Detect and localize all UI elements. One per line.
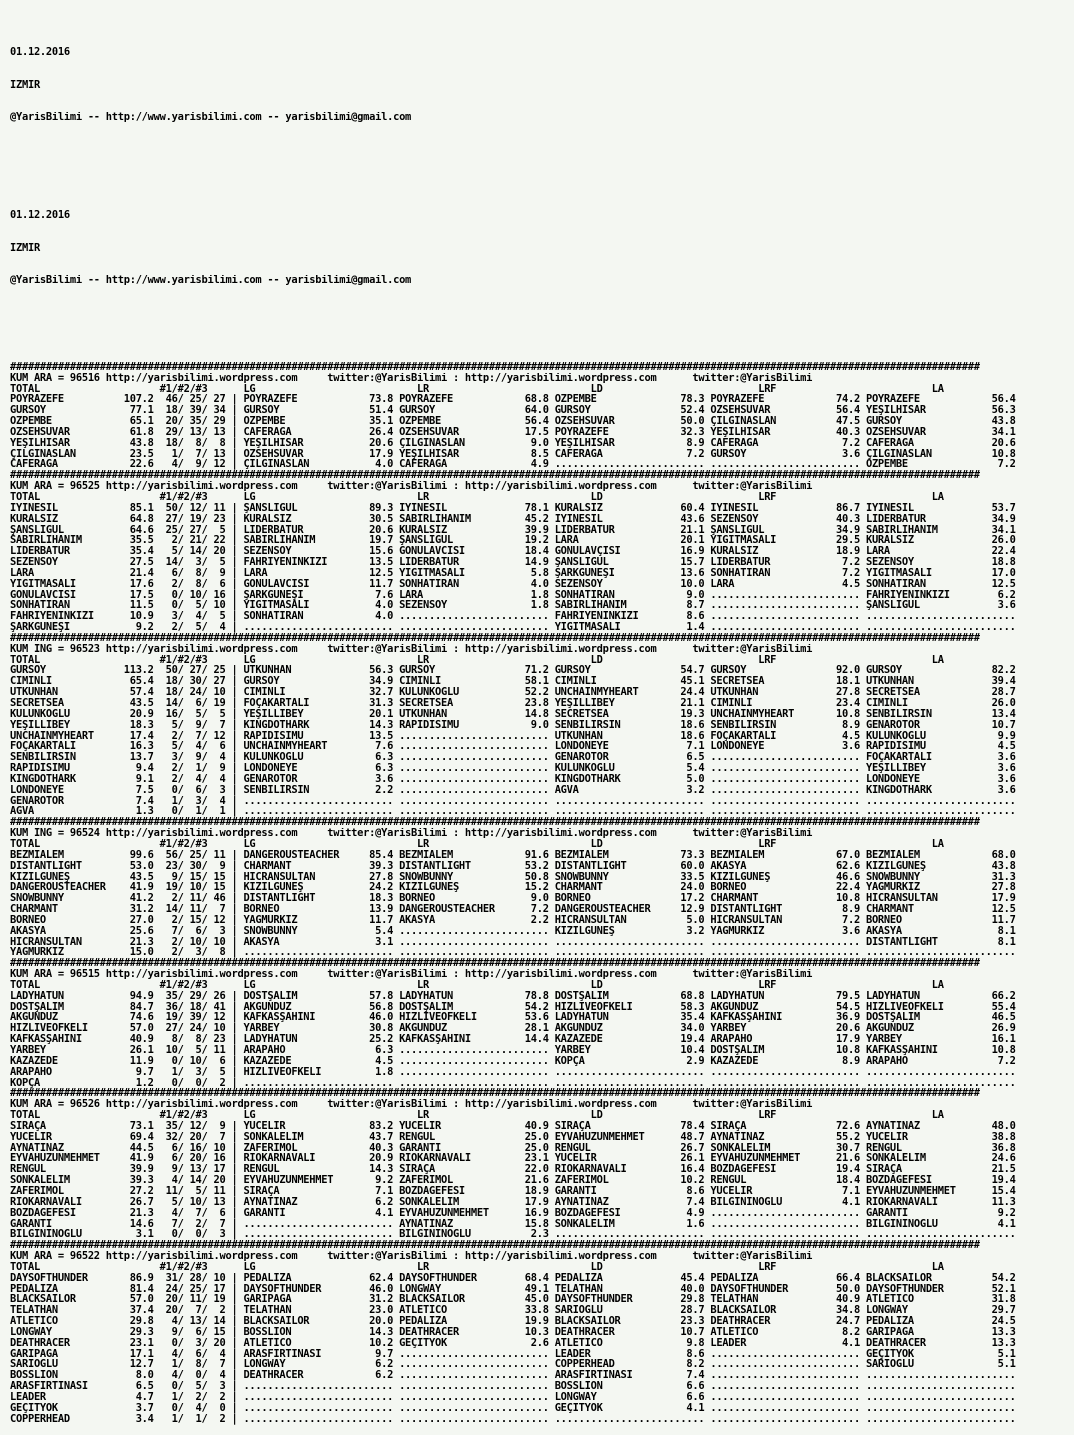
horse-row: LEADER 4.7 1/ 2/ 2 | ......................... ......................... LONGWAY 6.6 ......................... ......................... xyxy=(10,1392,1016,1403)
report-contact: @YarisBilimi -- http://www.yarisbilimi.com -- yarisbilimi@gmail.com xyxy=(10,112,412,124)
horse-row: ŞANSLIGÜL 64.6 25/ 27/ 5 | LİDERBATUR 20.6 KURALSIZ 39.9 LİDERBATUR 21.1 ŞANSLIGÜL 34.9 SABIRLIHANIM 34.1 xyxy=(10,524,1016,536)
horse-row: BILGININOĞLU 3.1 0/ 0/ 3 | ......................... BILGININOĞLU 2.3 ......................... ......................... ......................... xyxy=(10,1229,1016,1241)
horse-row: BOZDAĞEFESİ 21.3 4/ 7/ 6 | GARANTİ 4.1 EYVAHUZUNMEHMET 16.9 BOZDAĞEFESİ 4.9 ......................... GARANTİ 9.2 xyxy=(10,1207,1016,1219)
horse-row: GARİPAĞA 17.1 4/ 6/ 4 | ARASFIRTINASI 9.7 ......................... LEADER 8.6 ......................... GEÇİTYOK 5.1 xyxy=(10,1348,1016,1360)
horse-row: LONGWAY 29.3 9/ 6/ 15 | BOSSLION 14.3 DEATHRACER 10.3 DEATHRACER 10.7 ATLETICO 8.2 GARİPAĞA 13.3 xyxy=(10,1326,1016,1338)
race-title-line: KUM ARA = 96526 http://yarisbilimi.wordpress.com twitter:@YarisBilimi : http://yarisbilimi.wordpress.com twitter:@YarisBilimi xyxy=(10,1099,813,1111)
horse-row: DOSTŞALİM 84.7 36/ 18/ 41 | AKGUNDUZ 56.8 DOSTŞALİM 54.2 HIZLIVEÖFKELİ 58.3 AKGUNDUZ 54.5 HIZLIVEÖFKELİ 55.4 xyxy=(10,1001,1016,1013)
race-title-line: KUM ING = 96524 http://yarisbilimi.wordpress.com twitter:@YarisBilimi : http://yarisbilimi.wordpress.com twitter:@YarisBilimi xyxy=(10,828,813,839)
blank-line xyxy=(10,308,1074,319)
horse-row: GONULAVCISI 17.5 0/ 10/ 16 | ŞARKGUNEŞİ 7.6 LARA 1.8 SONHATIRAN 9.0 ......................... FAHRİYENİNKİZI 6.2 xyxy=(10,589,1016,601)
horse-row: YEŞİLHİSAR 43.8 18/ 8/ 8 | YEŞİLHİSAR 20.6 ÇILGINASLAN 9.0 YEŞİLHİSAR 8.9 CAFERAGA 7.2 CAFERAGA 20.6 xyxy=(10,437,1016,449)
horse-row: KAZAZEDE 11.9 0/ 10/ 6 | KAZAZEDE 4.5 ......................... KOPÇA 2.9 KAZAZEDE 8.9 ARAPAHO 7.2 xyxy=(10,1055,1016,1067)
horse-row: UTKUNHAN 57.4 18/ 24/ 10 | CİMİNLİ 32.7 KULUNKOĞLU 52.2 UNCHAINMYHEART 24.4 UTKUNHAN 27.8 SECRETSEA 28.7 xyxy=(10,687,1016,698)
horse-row: AKASYA 25.6 7/ 6/ 3 | SNOWBUNNY 5.4 ......................... KIZILGUNEŞ 3.2 YAGMURKIZ 3.6 AKASYA 8.1 xyxy=(10,925,1016,937)
horse-row: RAPİDİSİMU 9.4 2/ 1/ 9 | LONDONEYE 6.3 ......................... KULUNKOĞLU 5.4 ......................... YEŞİLLİBEY 3.6 xyxy=(10,763,1016,774)
horse-row: ARAPAHO 9.7 1/ 3/ 5 | HIZLIVEÖFKELİ 1.8 ......................... ......................... ......................... ......................... xyxy=(10,1066,1016,1078)
horse-row: LİDERBATUR 35.4 5/ 14/ 20 | SEZENSOY 15.6 GONULAVCISI 18.4 GONULAVÇISI 16.9 KURALSIZ 18.9 LARA 22.4 xyxy=(10,546,1016,558)
horse-row: SIRAÇA 73.1 35/ 12/ 9 | YUCELİR 83.2 YUCELİR 40.9 SIRAÇA 78.4 SIRAÇA 72.6 AYNATINAZ 48.0 xyxy=(10,1120,1016,1132)
horse-row: CHARMANT 31.2 14/ 11/ 7 | BORNEO 13.9 DANGEROUSTEACHER 7.2 DANGEROUSTEACHER 12.9 DISTANTLIGHT 8.9 CHARMANT 12.5 xyxy=(10,904,1016,915)
horse-row: YİĞİTMASALI 17.6 2/ 8/ 6 | GONULAVCISI 11.7 SONHATIRAN 4.0 SEZENSOY 10.0 LARA 4.5 SONHATIRAN 12.5 xyxy=(10,578,1016,590)
separator-line: ################################################################################################################################################################## xyxy=(10,470,980,482)
report-contact-repeat: @YarisBilimi -- http://www.yarisbilimi.com -- yarisbilimi@gmail.com xyxy=(10,275,412,286)
horse-row: ÖZPEMBE 65.1 20/ 35/ 29 | ÖZPEMBE 35.1 ÖZPEMBE 56.4 OZSEHSUVAR 50.0 ÇILGINASLAN 47.5 GURSOY 43.8 xyxy=(10,416,1016,427)
report-header xyxy=(10,26,1074,340)
horse-row: LADYHATUN 94.9 35/ 29/ 26 | DOSTŞALİM 57.8 LADYHATUN 78.8 DOSTŞALİM 68.8 LADYHATUN 79.5 LADYHATUN 66.2 xyxy=(10,990,1016,1002)
horse-row: OZSEHSUVAR 61.8 29/ 13/ 13 | CAFERAGA 26.4 OZSEHSUVAR 17.5 POYRAZEFE 32.3 YEŞİLHİSAR 40.3 OZSEHSUVAR 34.1 xyxy=(10,426,1016,438)
horse-row: COPPERHEAD 3.4 1/ 1/ 2 | ......................... ......................... ......................... ......................... ......................... xyxy=(10,1413,1016,1425)
horse-row: DAYSOFTHUNDER 86.9 31/ 28/ 10 | PEDALIZA 62.4 DAYSOFTHUNDER 68.4 PEDALIZA 45.4 PEDALIZA 66.4 BLACKSAILOR 54.2 xyxy=(10,1272,1016,1284)
horse-row: KOPÇA 1.2 0/ 0/ 2 | ......................... ......................... ......................... ......................... ......................... xyxy=(10,1077,1016,1089)
horse-row: AGVA 1.3 0/ 1/ 1 | ......................... ......................... ......................... ......................... ......................... xyxy=(10,806,1016,818)
horse-row: GURSOY 77.1 18/ 39/ 34 | GURSOY 51.4 GURSOY 64.0 GURSOY 52.4 OZSEHSUVAR 56.4 YEŞİLHİSAR 56.3 xyxy=(10,405,1016,417)
horse-row: HIZLIVEÖFKELİ 57.0 27/ 24/ 10 | YARBEY 30.8 AKGUNDUZ 28.1 AKGUNDUZ 34.0 YARBEY 20.6 AKGUNDUZ 26.9 xyxy=(10,1023,1016,1035)
horse-row: KINGDOTHARK 9.1 2/ 4/ 4 | GENAROTOR 3.6 ......................... KINGDOTHARK 5.0 ......................... LONDONEYE 3.6 xyxy=(10,773,1016,785)
column-header-line: TOTAL #1/#2/#3 LG LR LD LRF LA xyxy=(10,1110,944,1121)
horse-row: YAGMURKIZ 15.0 2/ 3/ 8 | ......................... ......................... ......................... ......................... ......................... xyxy=(10,947,1016,959)
separator-line: ################################################################################################################################################################## xyxy=(10,1088,980,1100)
horse-row: DISTANTLIGHT 53.0 23/ 30/ 9 | CHARMANT 39.3 DISTANTLIGHT 53.2 DISTANTLIGHT 60.0 AKASYA 62.6 KIZILGUNEŞ 43.8 xyxy=(10,860,1016,872)
horse-row: İYİNESİL 85.1 50/ 12/ 11 | ŞANSLIGÜL 89.3 İYİNESİL 78.1 KURALSIZ 60.4 İYİNESİL 86.7 İYİNESİL 53.7 xyxy=(10,502,1016,514)
horse-row: ÇILGINASLAN 23.5 1/ 7/ 13 | OZSEHSUVAR 17.9 YEŞİLHİSAR 8.5 CAFERAGA 7.2 GURSOY 3.6 ÇILGINASLAN 10.8 xyxy=(10,448,1016,460)
horse-row: AYNATINAZ 44.5 6/ 16/ 10 | ZAFERİMOL 40.3 GARANTİ 25.0 RENGUL 26.7 SONKALELİM 30.7 RENGUL 36.8 xyxy=(10,1142,1016,1154)
horse-row: SONHATIRAN 11.5 0/ 5/ 10 | YİĞİTMASALI 4.0 SEZENSOY 1.8 SABIRLIHANIM 8.7 ......................... ŞANSLIGÜL 3.6 xyxy=(10,600,1016,612)
horse-row: YUCELİR 69.4 32/ 20/ 7 | SONKALELİM 43.7 RENGUL 25.0 EYVAHUZUNMEHMET 48.7 AYNATINAZ 55.2 YUCELİR 38.8 xyxy=(10,1131,1016,1143)
horse-row: BORNEO 27.0 2/ 15/ 12 | YAGMURKIZ 11.7 AKASYA 2.2 HICRANSULTAN 5.0 HICRANSULTAN 7.2 BORNEO 11.7 xyxy=(10,914,1016,926)
race-title-line: KUM ARA = 96522 http://yarisbilimi.wordpress.com twitter:@YarisBilimi : http://yarisbilimi.wordpress.com twitter:@YarisBilimi xyxy=(10,1251,813,1262)
horse-row: KAFKASŞAHİNİ 40.9 8/ 8/ 23 | LADYHATUN 25.2 KAFKASŞAHİNİ 14.4 KAZAZEDE 19.4 ARAPAHO 17.9 YARBEY 16.1 xyxy=(10,1034,1016,1045)
horse-row: KULUNKOĞLU 20.9 16/ 5/ 5 | YEŞİLLİBEY 20.1 UTKUNHAN 14.8 SECRETSEA 19.3 UNCHAINMYHEART 10.8 SENBİLİRSİN 13.4 xyxy=(10,708,1016,720)
horse-row: BEZMİALEM 99.6 56/ 25/ 11 | DANGEROUSTEACHER 85.4 BEZMİALEM 91.6 BEZMİALEM 73.3 BEZMİALEM 67.0 BEZMİALEM 68.0 xyxy=(10,849,1016,861)
horse-row: LONDONEYE 7.5 0/ 6/ 3 | SENBİLİRSİN 2.2 ......................... AGVA 3.2 ......................... KINGDOTHARK 3.6 xyxy=(10,784,1016,796)
column-header-line: TOTAL #1/#2/#3 LG LR LD LRF LA xyxy=(10,838,944,850)
horse-row: RİOKARNAVALI 26.7 5/ 10/ 13 | AYNATINAZ 6.2 SONKALELİM 17.9 AYNATINAZ 7.4 BILGININOĞLU 4.1 RİOKARNAVALI 11.3 xyxy=(10,1196,1016,1208)
horse-row: HICRANSULTAN 21.3 2/ 10/ 10 | AKASYA 3.1 ......................... ......................... ......................... DISTANTLIGHT 8.1 xyxy=(10,936,1016,948)
horse-row: YARBEY 26.1 10/ 5/ 11 | ARAPAHO 6.3 ......................... YARBEY 10.4 DOSTŞALİM 10.8 KAFKASŞAHİNİ 10.8 xyxy=(10,1045,1016,1056)
horse-row: KIZILGUNEŞ 43.5 9/ 15/ 15 | HICRANSULTAN 27.8 SNOWBUNNY 50.8 SNOWBUNNY 33.5 KIZILGUNEŞ 46.6 SNOWBUNNY 31.3 xyxy=(10,871,1016,883)
horse-row: SEZENSOY 27.5 14/ 3/ 5 | FAHRİYENİNKİZI 13.5 LİDERBATUR 14.9 ŞANSLIGÜL 15.7 LİDERBATUR 7.2 SEZENSOY 18.8 xyxy=(10,557,1016,568)
horse-row: LARA 21.4 6/ 8/ 9 | LARA 12.5 YİĞİTMASALI 5.8 ŞARKGUNEŞİ 13.6 SONHATIRAN 7.2 YİĞİTMASALI 17.0 xyxy=(10,567,1016,579)
horse-row: EYVAHUZUNMEHMET 41.9 6/ 20/ 16 | RİOKARNAVALI 20.9 RİOKARNAVALI 23.1 YUCELİR 26.1 EYVAHUZUNMEHMET 21.6 SONKALELİM 24.6 xyxy=(10,1153,1016,1165)
separator-line: ################################################################################################################################################################## xyxy=(10,817,980,829)
horse-row: ATLETICO 29.8 4/ 13/ 14 | BLACKSAILOR 20.0 PEDALIZA 19.9 BLACKSAILOR 23.3 DEATHRACER 24.7 PEDALIZA 24.5 xyxy=(10,1316,1016,1327)
race-title-line: KUM ARA = 96525 http://yarisbilimi.wordpress.com twitter:@YarisBilimi : http://yarisbilimi.wordpress.com twitter:@YarisBilimi xyxy=(10,481,813,492)
race-title-line: KUM ARA = 96515 http://yarisbilimi.wordpress.com twitter:@YarisBilimi : http://yarisbilimi.wordpress.com twitter:@YarisBilimi xyxy=(10,969,813,980)
horse-row: GURSOY 113.2 50/ 27/ 25 | UTKUNHAN 56.3 GURSOY 71.2 GURSOY 54.7 GURSOY 92.0 GURSOY 82.2 xyxy=(10,665,1016,677)
horse-row: PEDALIZA 81.4 24/ 25/ 17 | DAYSOFTHUNDER 46.0 LONGWAY 49.1 TELATHAN 40.0 DAYSOFTHUNDER 50.0 DAYSOFTHUNDER 52.1 xyxy=(10,1283,1016,1295)
separator-line: ################################################################################################################################################################## xyxy=(10,632,980,644)
race-tables xyxy=(10,362,1074,1425)
horse-row: FOÇAKARTALI 16.3 5/ 4/ 6 | UNCHAINMYHEART 7.6 ......................... LONDONEYE 7.1 LONDONEYE 3.6 RAPİDİSİMU 4.5 xyxy=(10,741,1016,753)
column-header-line: TOTAL #1/#2/#3 LG LR LD LRF LA xyxy=(10,979,944,991)
separator-line: ################################################################################################################################################################## xyxy=(10,361,980,373)
race-title-line: KUM ING = 96523 http://yarisbilimi.wordpress.com twitter:@YarisBilimi : http://yarisbilimi.wordpress.com twitter:@YarisBilimi xyxy=(10,643,813,655)
separator-line: ################################################################################################################################################################## xyxy=(10,958,980,970)
report-date-repeat: 01.12.2016 xyxy=(10,210,70,221)
horse-row: ŞARKGUNEŞİ 9.2 2/ 5/ 4 | ......................... ......................... YİĞİTMASALI 1.4 ......................... ......................... xyxy=(10,622,1016,633)
horse-row: CAFERAGA 22.6 4/ 9/ 12 | ÇILGINASLAN 4.0 CAFERAGA 4.9 ......................... ......................... ÖZPEMBE 7.2 xyxy=(10,459,1016,471)
race-table xyxy=(10,373,1074,471)
blank-line xyxy=(10,178,1074,189)
race-table xyxy=(10,969,1074,1088)
horse-row: GENAROTOR 7.4 1/ 3/ 4 | ......................... ......................... ......................... ......................... ......................... xyxy=(10,795,1016,807)
horse-row: DEATHRACER 23.1 0/ 3/ 20 | ATLETICO 10.2 GEÇİTYOK 2.6 ATLETICO 9.8 LEADER 4.1 DEATHRACER 13.3 xyxy=(10,1337,1016,1349)
column-header-line: TOTAL #1/#2/#3 LG LR LD LRF LA xyxy=(10,1261,944,1273)
horse-row: ZAFERİMOL 27.2 11/ 5/ 11 | SIRAÇA 7.1 BOZDAĞEFESİ 18.9 GARANTİ 8.6 YUCELİR 7.1 EYVAHUZUNMEHMET 15.4 xyxy=(10,1185,1016,1197)
horse-row: SABIRLIHANIM 35.5 2/ 21/ 22 | SABIRLIHANIM 19.7 ŞANSLIGÜL 19.2 LARA 20.1 YİĞİTMASALI 29.5 KURALSIZ 26.0 xyxy=(10,535,1016,547)
horse-row: ARASFIRTINASI 6.5 0/ 5/ 3 | ......................... ......................... BOSSLION 6.6 ......................... ......................... xyxy=(10,1381,1016,1392)
horse-row: SENBİLİRSİN 13.7 3/ 9/ 4 | KULUNKOĞLU 6.3 ......................... GENAROTOR 6.5 ......................... FOÇAKARTALI 3.6 xyxy=(10,752,1016,764)
horse-row: AKGUNDUZ 74.6 19/ 39/ 12 | KAFKASŞAHİNİ 46.0 HIZLIVEÖFKELİ 53.6 LADYHATUN 35.4 KAFKASŞAHİNİ 36.9 DOSTŞALİM 46.5 xyxy=(10,1012,1016,1024)
horse-row: SONKALELİM 39.3 4/ 14/ 20 | EYVAHUZUNMEHMET 9.2 ZAFERİMOL 21.6 ZAFERİMOL 10.2 RENGUL 18.4 BOZDAĞEFESİ 19.4 xyxy=(10,1175,1016,1186)
report-city-repeat: IZMIR xyxy=(10,242,40,254)
report-date: 01.12.2016 xyxy=(10,47,70,59)
horse-row: GEÇİTYOK 3.7 0/ 4/ 0 | ......................... ......................... GEÇİTYOK 4.1 ......................... ......................... xyxy=(10,1402,1016,1414)
horse-row: YEŞİLLİBEY 18.3 5/ 9/ 7 | KINGDOTHARK 14.3 RAPİDİSİMU 9.0 SENBİLİRSİN 18.6 SENBİLİRSİN 8.9 GENAROTOR 10.7 xyxy=(10,719,1016,731)
column-header-line: TOTAL #1/#2/#3 LG LR LD LRF LA xyxy=(10,654,944,666)
horse-row: SNOWBUNNY 41.2 2/ 11/ 46 | DISTANTLIGHT 18.3 BORNEO 9.0 BORNEO 17.2 CHARMANT 10.8 HICRANSULTAN 17.9 xyxy=(10,893,1016,905)
column-header-line: TOTAL #1/#2/#3 LG LR LD LRF LA xyxy=(10,491,944,503)
race-table xyxy=(10,644,1074,818)
horse-row: POYRAZEFE 107.2 46/ 25/ 27 | POYRAZEFE 73.8 POYRAZEFE 68.8 ÖZPEMBE 78.3 POYRAZEFE 74.2 POYRAZEFE 56.4 xyxy=(10,394,1016,406)
horse-row: UNCHAINMYHEART 17.4 2/ 7/ 12 | RAPİDİSİMU 13.5 ......................... UTKUNHAN 18.6 FOÇAKARTALI 4.5 KULUNKOĞLU 9.9 xyxy=(10,730,1016,742)
race-table xyxy=(10,828,1074,958)
separator-line: ################################################################################################################################################################## xyxy=(10,1240,980,1252)
race-table xyxy=(10,1251,1074,1425)
horse-row: FAHRİYENİNKİZI 10.9 3/ 4/ 5 | SONHATIRAN 4.0 ......................... FAHRİYENİNKİZI 8.6 ......................... ......................... xyxy=(10,611,1016,623)
horse-row: KURALSIZ 64.8 27/ 19/ 23 | KURALSIZ 30.5 SABIRLIHANIM 45.2 İYİNESİL 43.6 SEZENSOY 40.3 LİDERBATUR 34.9 xyxy=(10,513,1016,525)
horse-row: TELATHAN 37.4 20/ 7/ 2 | TELATHAN 23.0 ATLETICO 33.8 SARIOGLU 28.7 BLACKSAILOR 34.8 LONGWAY 29.7 xyxy=(10,1305,1016,1317)
race-title-line: KUM ARA = 96516 http://yarisbilimi.wordpress.com twitter:@YarisBilimi : http://yarisbilimi.wordpress.com twitter:@YarisBilimi xyxy=(10,372,813,384)
column-header-line: TOTAL #1/#2/#3 LG LR LD LRF LA xyxy=(10,383,944,395)
horse-row: GARANTİ 14.6 7/ 2/ 7 | ......................... AYNATINAZ 15.8 SONKALELİM 1.6 ......................... BILGININOĞLU 4.1 xyxy=(10,1218,1016,1230)
horse-row: SARIOGLU 12.7 1/ 8/ 7 | LONGWAY 6.2 ......................... COPPERHEAD 8.2 ......................... SARIOGLU 5.1 xyxy=(10,1359,1016,1371)
blank-line xyxy=(10,145,1074,156)
race-table xyxy=(10,1099,1074,1240)
horse-row: BLACKSAILOR 57.0 20/ 11/ 19 | GARİPAĞA 31.2 BLACKSAILOR 45.0 DAYSOFTHUNDER 29.8 TELATHAN 40.9 ATLETICO 31.8 xyxy=(10,1294,1016,1306)
horse-row: DANGEROUSTEACHER 41.9 19/ 10/ 15 | KIZILGUNEŞ 24.2 KIZILGUNEŞ 15.2 CHARMANT 24.0 BORNEO 22.4 YAGMURKIZ 27.8 xyxy=(10,882,1016,894)
horse-row: CİMİNLİ 65.4 18/ 30/ 27 | GURSOY 34.9 CİMİNLİ 58.1 CİMİNLİ 45.1 SECRETSEA 18.1 UTKUNHAN 39.4 xyxy=(10,676,1016,688)
horse-row: BOSSLION 8.0 4/ 0/ 4 | DEATHRACER 6.2 ......................... ARASFIRTINASI 7.4 ......................... ......................... xyxy=(10,1370,1016,1382)
report-city: IZMIR xyxy=(10,79,40,91)
horse-row: SECRETSEA 43.5 14/ 6/ 19 | FOÇAKARTALI 31.3 SECRETSEA 23.8 YEŞİLLİBEY 21.1 CİMİNLİ 23.4 CİMİNLİ 26.0 xyxy=(10,698,1016,709)
race-table xyxy=(10,481,1074,633)
horse-row: RENGUL 39.9 9/ 13/ 17 | RENGUL 14.3 SIRAÇA 22.0 RİOKARNAVALI 16.4 BOZDAĞEFESİ 19.4 SIRAÇA 21.5 xyxy=(10,1164,1016,1176)
